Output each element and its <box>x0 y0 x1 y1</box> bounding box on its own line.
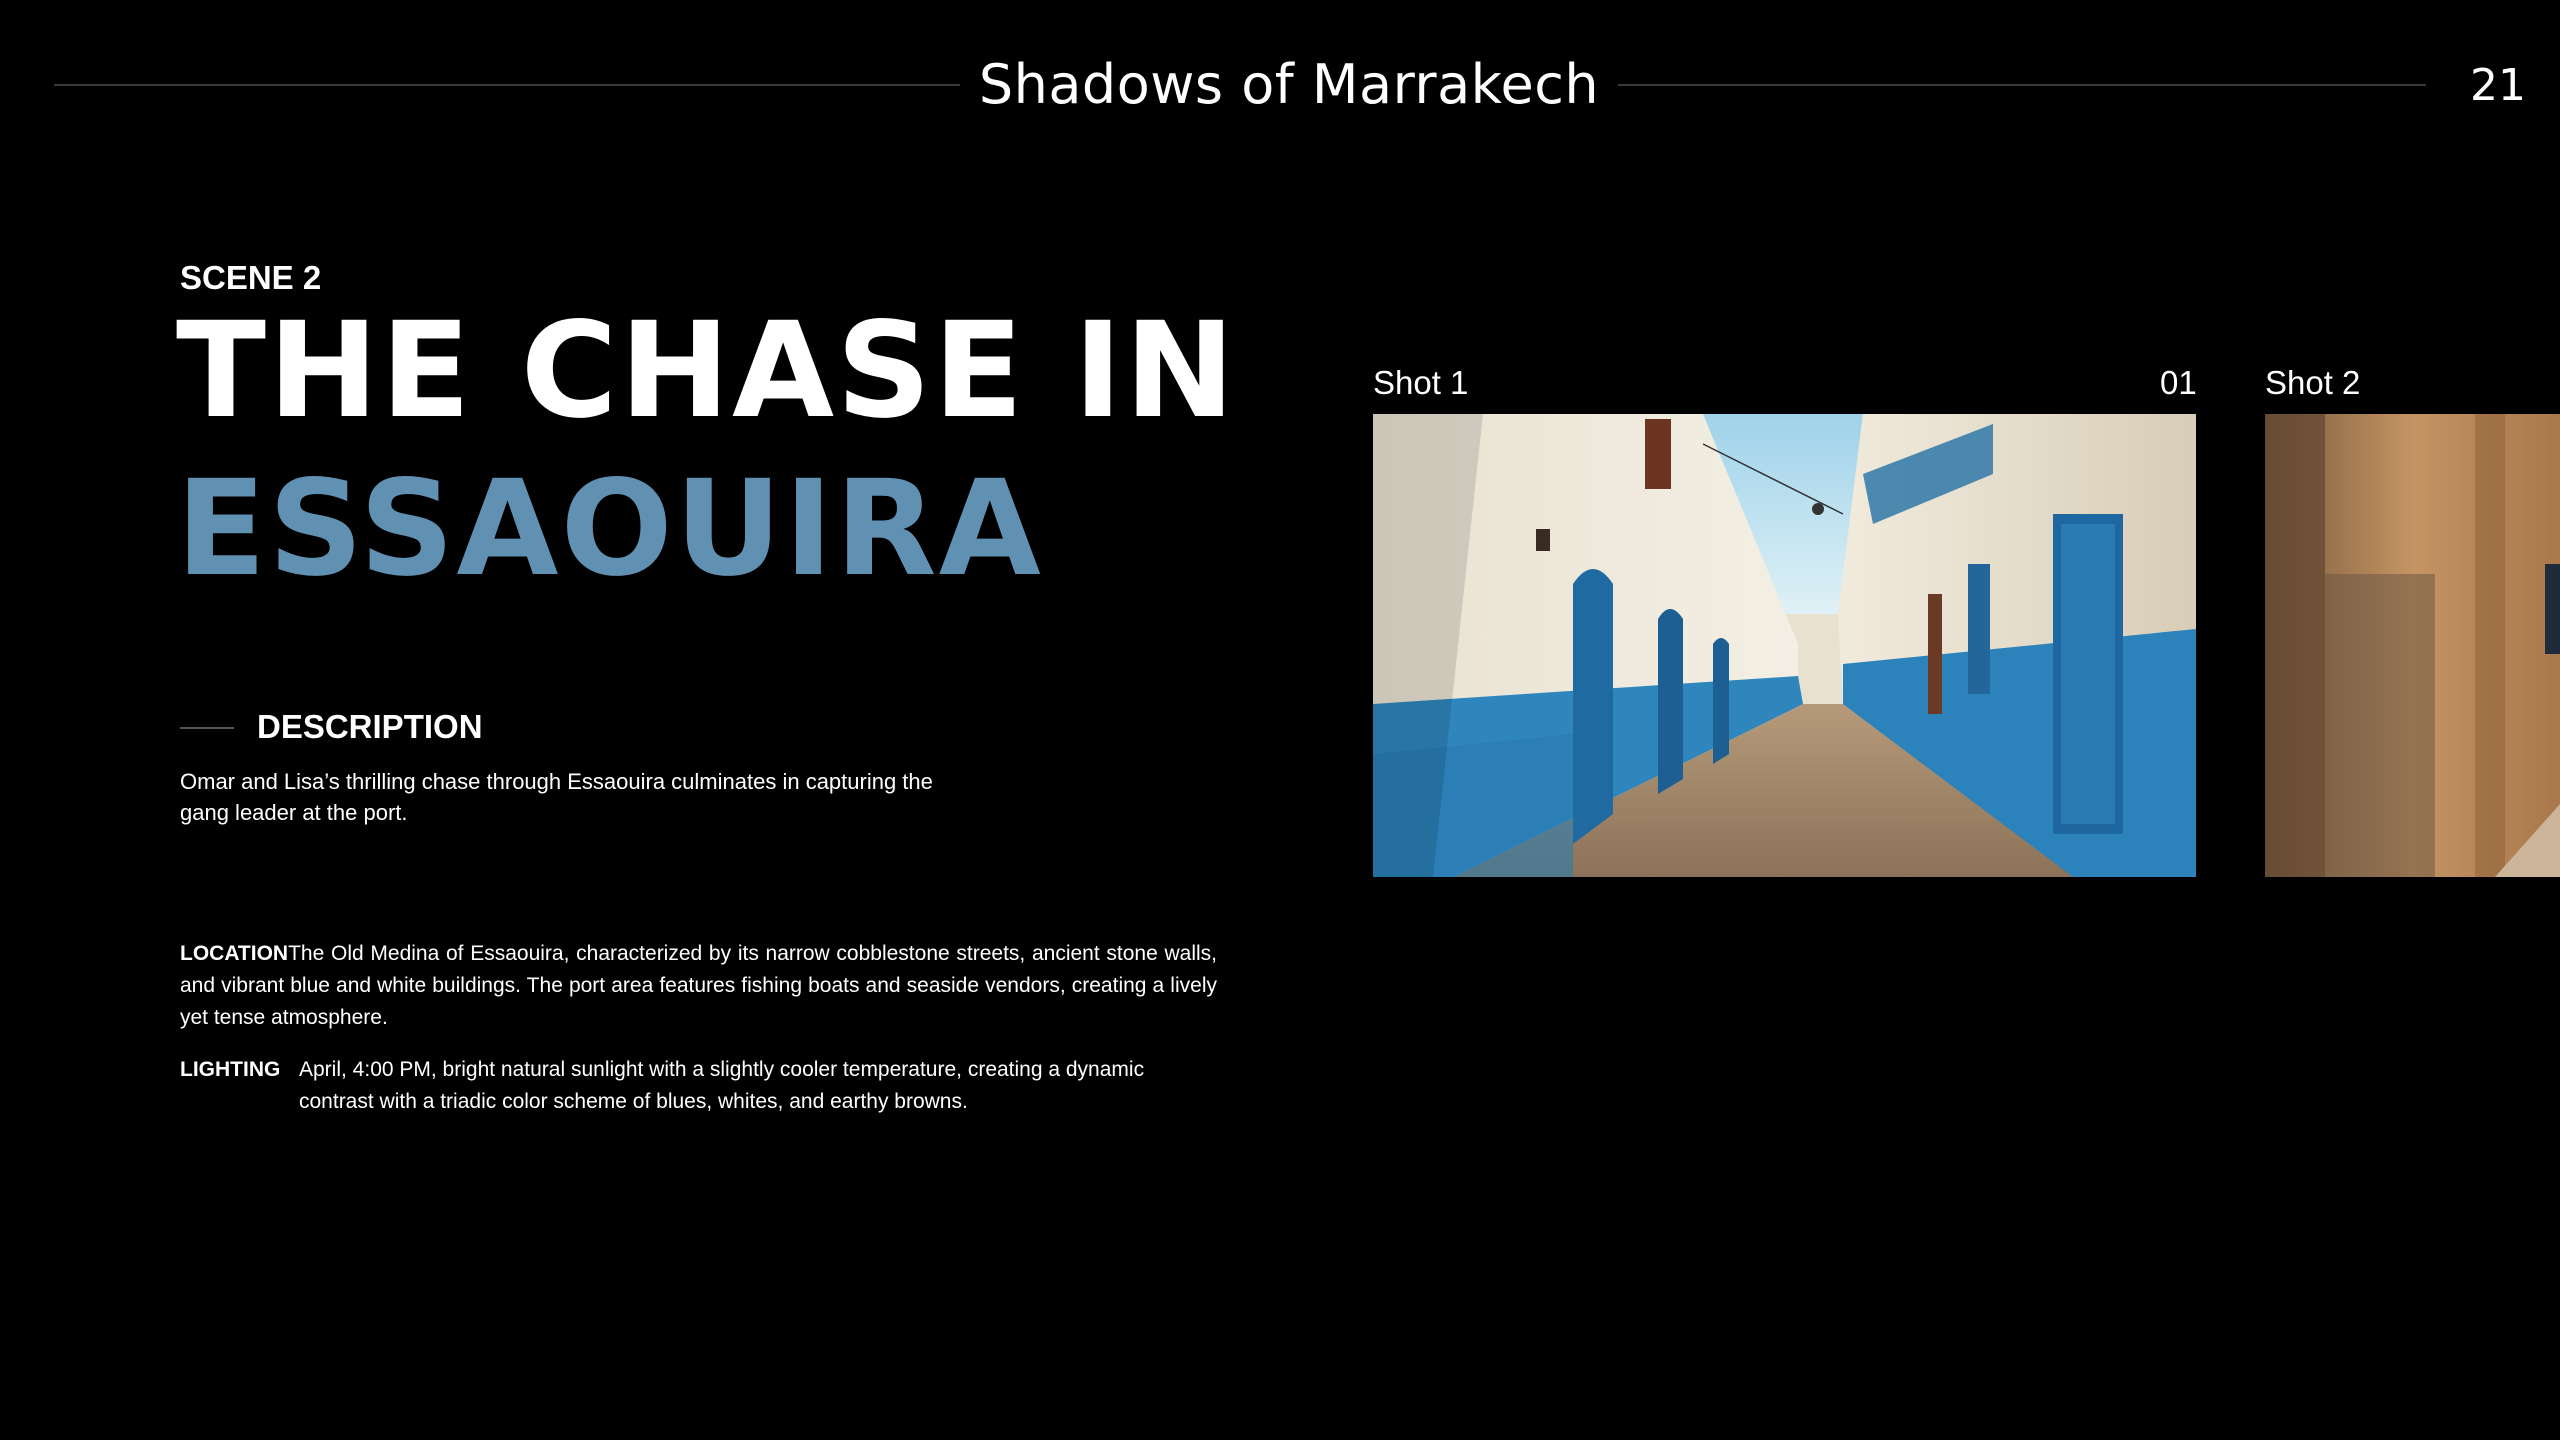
description-heading: DESCRIPTION <box>257 708 483 745</box>
location-label: LOCATION <box>180 942 289 965</box>
deck-title: Shadows of Marrakech <box>978 53 1600 116</box>
description-body: Omar and Lisa’s thrilling chase through Essaouira culminates in capturing the gang leader at the port. <box>180 769 933 825</box>
shot-2-image[interactable] <box>2265 414 2560 877</box>
shot-1-label: Shot 1 <box>1373 364 1469 401</box>
description-rule <box>180 727 234 729</box>
header-rule-right <box>1618 84 2426 86</box>
page-number: 21 <box>2470 60 2526 111</box>
lighting-label: LIGHTING <box>180 1058 281 1081</box>
location-detail <box>180 938 1217 1034</box>
scene-title-line-2: ESSAOUIRA <box>176 452 1043 606</box>
lighting-text: April, 4:00 PM, bright natural sunlight with a slightly cooler temperature, creating a dynamic contrast with a triadic color scheme of blues, whites, and earthy browns. <box>299 1058 1145 1113</box>
shot-1-image[interactable] <box>1373 414 2196 877</box>
lighting-detail <box>180 1054 1217 1118</box>
header-rule-left <box>54 84 960 86</box>
shot-2-label: Shot 2 <box>2265 364 2361 401</box>
location-text: The Old Medina of Essaouira, characterized by its narrow cobblestone streets, ancient stone walls, and vibrant blue and white buildings. The port area features fishing boats and seaside vendors, creating a lively yet tense atmosphere. <box>180 942 1217 1029</box>
scene-label: SCENE 2 <box>180 259 322 296</box>
shot-1-number: 01 <box>2160 364 2197 401</box>
scene-title-line-1: THE CHASE IN <box>176 294 1237 448</box>
